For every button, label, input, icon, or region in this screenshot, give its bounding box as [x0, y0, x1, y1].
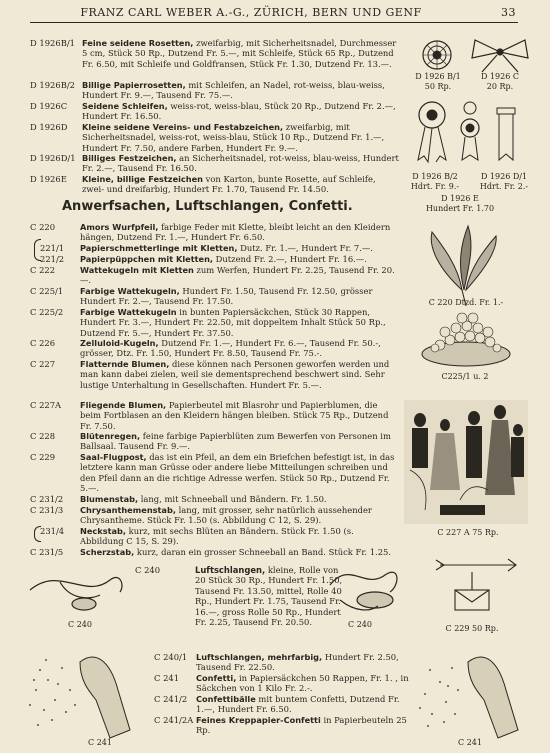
serpentine-icon: [30, 577, 122, 610]
caption-b2: D 1926 B/2 Hdrt. Fr. 9.-: [410, 172, 460, 191]
entry-text: Papierbeutel mit Blasrohr und Papierblumen, die beim Fortblasen an den Kleidern hängen bleiben. Stück 75 Rp., Dutzend Fr. 7.50.: [80, 400, 389, 431]
caption-r240: C 240: [348, 620, 372, 629]
feather-dart-icon: [431, 226, 496, 306]
entry-title: Wattekugeln mit Kletten: [80, 265, 194, 275]
entry-code: C 227: [30, 359, 56, 369]
entry-text: von Karton, bunte Rosette, auf Schleife, zwei- und dreifarbig, Hundert Fr. 1.70, Tausend Fr. 14.50.: [82, 174, 376, 195]
entry-title: Feine seidene Rosetten,: [82, 38, 194, 48]
cotton-balls-icon: [422, 313, 510, 366]
entry-code: D 1926B/2: [30, 80, 75, 90]
entry-text: weiss-rot, weiss-blau, Stück 20 Rp., Dutzend Fr. 2.—, Hundert Fr. 16.50.: [82, 101, 396, 122]
entry-title: Confettibälle: [196, 694, 256, 704]
entry-text: Hundert Fr. 1.50, Tausend Fr. 12.50, grösser Hundert Fr. 2.—, Tausend Fr. 17.50.: [80, 286, 373, 307]
entry-text: kurz, mit sechs Blüten an Bändern. Stück Fr. 1.50 (s. Abbildung C 15, S. 29).: [80, 526, 354, 547]
entry-code: D 1926B/1: [30, 38, 75, 48]
entry-title: Chrysanthemenstab,: [80, 505, 176, 515]
bow-icon: [472, 40, 528, 72]
entry-title: Zelluloid-Kugeln,: [80, 338, 159, 348]
entry-code: D 1926C: [30, 101, 68, 111]
caption-l241: C 241: [88, 738, 112, 747]
entry-title: Luftschlangen, mehrfarbig,: [196, 652, 323, 662]
section-title: Anwerfsachen, Luftschlangen, Confetti.: [62, 199, 353, 214]
entry-code: C 240/1: [154, 652, 188, 662]
entry-code: D 1926E: [30, 174, 67, 184]
entry-text: lang, mit grosser, sehr natürlich aussehender Chrysantheme. Stück Fr. 1.50 (s. Abbildung C 12, S. 29).: [80, 505, 372, 526]
entry-code: 231/4: [40, 526, 65, 536]
caption-c220: C 220 Dtzd. Fr. 1.-: [428, 298, 504, 307]
entry-title: Blumenstab,: [80, 494, 139, 504]
entry-text: Dutzend Fr. 1.—, Hundert Fr. 6.—, Tausend Fr. 50.-, grösser, Dtz. Fr. 1.50, Hundert Fr. 8.50, Tausend Fr. 75.-.: [80, 338, 381, 359]
arrow-letter-icon: [436, 559, 516, 610]
entry-code: C 225/2: [30, 307, 64, 317]
entry-code: D 1926D: [30, 122, 68, 132]
entry-text: Hundert Fr. 2.50, Tausend Fr. 22.50.: [196, 652, 399, 673]
entry-text: zweifarbig, mit Sicherheitsnadel, weiss-rot, weiss-blau, Stück 10 Rp., Dutzend Fr. 1.—, Hundert Fr. 7.50, andere Farben, Hundert Fr. 9.—.: [82, 122, 385, 153]
entry-text: Dutzend Fr. 2.—, Hundert Fr. 16.—.: [213, 254, 367, 264]
entry-code: 221/1: [40, 243, 65, 253]
entry-code: D 1926D/1: [30, 153, 76, 163]
entry-title: Saal-Flugpost,: [80, 452, 147, 462]
entry-title: Neckstab,: [80, 526, 126, 536]
entry-code: C 231/3: [30, 505, 64, 515]
entry-title: Flatternde Blumen,: [80, 359, 170, 369]
entry-text: diese können nach Personen geworfen werden und man kann dabei zielen, weil sie dementsprechend beschwert sind. Sehr lustige Unterhaltung in Gesellschaften. Hundert Fr. 5.—.: [80, 359, 390, 390]
entry-title: Feines Kreppapier-Confetti: [196, 715, 321, 725]
entry-text: kleine, Rolle von 20 Stück 30 Rp., Hundert Fr. 1.50, Tausend Fr. 13.50, mittel, Rolle 40 Rp., Hundert Fr. 1.75, Tausend Fr. 16.—, gross Rolle 50 Rp., Hundert Fr. 2.25, Tausend Fr. 20.50.: [195, 565, 343, 628]
caption-c: D 1926 C 20 Rp.: [481, 72, 519, 91]
caption-c229: C 229 50 Rp.: [445, 624, 499, 633]
entry-code: C 231/5: [30, 547, 64, 557]
entry-code: 221/2: [40, 254, 65, 264]
caption-b1: D 1926 B/1 50 Rp.: [415, 72, 461, 91]
entry-text: in Papierbeuteln 25 Rp.: [196, 715, 407, 736]
entry-title: Amors Wurfpfeil,: [80, 222, 159, 232]
entry-title: Billige Papierrosetten,: [82, 80, 186, 90]
caption-c227a: C 227 A 75 Rp.: [437, 528, 499, 537]
entry-text: farbige Feder mit Klette, bleibt leicht an den Kleidern hängen, Dutzend Fr. 1.—, Hundert Fr. 6.50.: [80, 222, 391, 243]
entry-text: an Sicherheitsnadel, rot-weiss, blau-weiss, Hundert Fr. 2.—, Tausend Fr. 16.50.: [82, 153, 399, 174]
entry-title: Billiges Festzeichen,: [82, 153, 177, 163]
page-number: 33: [501, 6, 516, 19]
caption-r241: C 241: [458, 738, 482, 747]
entry-title: Fliegende Blumen,: [80, 400, 167, 410]
entry-code: C 222: [30, 265, 56, 275]
entry-code: C 229: [30, 452, 56, 462]
caption-l240: C 240: [68, 620, 92, 629]
entry-title: Seidene Schleifen,: [82, 101, 168, 111]
entry-text: in bunten Papiersäckchen, Stück 30 Rappen, Hundert Fr. 3.—, Hundert Fr. 22.50, mit doppeltem Inhalt Stück 50 Rp., Dutzend Fr. 5.—, Hundert Fr. 37.50.: [80, 307, 386, 338]
entry-text: kurz, daran ein grosser Schneeball an Band. Stück Fr. 1.25.: [134, 547, 392, 557]
entry-text: mit Schleifen, an Nadel, rot-weiss, blau-weiss, Hundert Fr. 9.—, Tausend Fr. 75.—.: [82, 80, 385, 101]
badge-icon: [461, 102, 479, 160]
entry-text: zweifarbig, mit Sicherheitsnadel, Durchmesser 5 cm, Stück 50 Rp., Dutzend Fr. 5.—, mit Schleife, Stück 65 Rp., Dutzend Fr. 6.50, mit Schleife und Goldfransen, Stück Fr. 1.30, Dutzend Fr. 13.—.: [82, 38, 397, 69]
paper-rosette-icon: [418, 102, 446, 162]
rosette-icon: [423, 41, 451, 69]
caption-c225: C225/1 u. 2: [441, 372, 489, 381]
caption-d1: D 1926 D/1 Hdrt. Fr. 2.-: [479, 172, 529, 191]
entry-code: C 231/2: [30, 494, 64, 504]
header-title: FRANZ CARL WEBER A.-G., ZÜRICH, BERN UND GENF: [80, 6, 422, 19]
entry-title: Confetti,: [196, 673, 237, 683]
entry-text: mit buntem Confetti, Dutzend Fr. 1.—, Hundert Fr. 6.50.: [196, 694, 400, 715]
entry-code: C 241/2: [154, 694, 188, 704]
entry-code: C 227A: [30, 400, 62, 410]
serpentine-icon-2: [330, 572, 397, 610]
entry-code: C 226: [30, 338, 56, 348]
entry-code: C 220: [30, 222, 56, 232]
entry-code: C 225/1: [30, 286, 64, 296]
confetti-hand-icon-2: [419, 657, 518, 738]
entry-code: C 241/2A: [154, 715, 194, 725]
entry-text: lang, mit Schneeball und Bändern. Fr. 1.50.: [138, 494, 327, 504]
entry-title: Farbige Wattekugeln: [80, 307, 177, 317]
entry-title: Farbige Wattekugeln,: [80, 286, 180, 296]
entry-text: Dutz. Fr. 1.—, Hundert Fr. 7.—.: [237, 243, 373, 253]
entry-title: Papierschmetterlinge mit Kletten,: [80, 243, 238, 253]
entry-code: C 240: [135, 565, 161, 575]
entry-title: Blütenregen,: [80, 431, 141, 441]
entry-code: C 241: [154, 673, 180, 683]
entry-text: zum Werfen, Hundert Fr. 2.25, Tausend Fr. 20.—.: [80, 265, 395, 286]
entry-title: Kleine, billige Festzeichen: [82, 174, 203, 184]
ribbon-badge-icon: [497, 108, 515, 160]
entry-title: Papierpüppchen mit Kletten,: [80, 254, 214, 264]
entry-title: Kleine seidene Vereins- und Festabzeichen,: [82, 122, 284, 132]
party-scene-icon: [404, 400, 528, 524]
entry-title: Luftschlangen,: [195, 565, 266, 575]
entry-title: Scherzstab,: [80, 547, 135, 557]
caption-e: D 1926 E Hundert Fr. 1.70: [425, 194, 495, 213]
entry-text: feine farbige Papierblüten zum Bewerfen von Personen im Ballsaal. Tausend Fr. 9.—.: [80, 431, 391, 452]
entry-text: das ist ein Pfeil, an dem ein Briefchen befestigt ist, in das letztere kann man Grüsse oder andere liebe Mitteilungen schreiben und den Pfeil dann an die richtige Adresse werfen. Stück 50 Rp., Dutzend Fr. 5.—.: [80, 452, 395, 494]
entry-text: in Papiersäckchen 50 Rappen, Fr. 1. , in Säckchen von 1 Kilo Fr. 2.-.: [196, 673, 409, 694]
confetti-hand-icon: [29, 657, 130, 738]
entry-code: C 228: [30, 431, 56, 441]
